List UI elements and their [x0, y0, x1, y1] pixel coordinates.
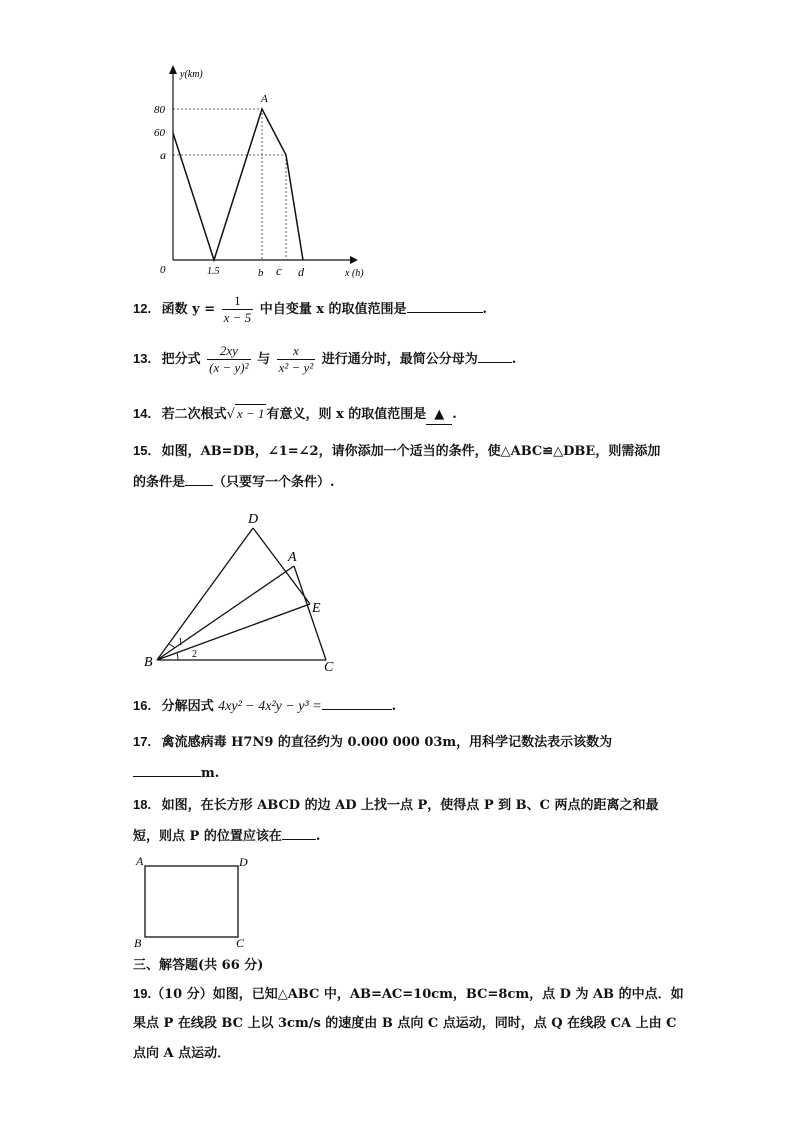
- vertex-e-label: E: [312, 601, 321, 616]
- q13-text-before: 把分式: [161, 352, 201, 367]
- q19-line3: 点向 A 点运动．: [133, 1046, 231, 1061]
- q15-line2-before: 的条件是: [133, 475, 186, 490]
- q15-line1: 如图，AB=DB，∠1=∠2，请你添加一个适当的条件，使△ABC≌△DBE，则需添加: [161, 444, 661, 459]
- distance-line: [173, 109, 303, 260]
- question-number: 17.: [133, 734, 152, 749]
- y-tick-60: 60: [154, 127, 165, 139]
- q17-line1: 禽流感病毒 H7N9 的直径约为 0.000 000 03m，用科学记数法表示该数为: [161, 735, 613, 750]
- answer-blank[interactable]: [185, 473, 213, 486]
- vertex-a-label: A: [288, 550, 297, 565]
- fraction-denominator: x² − y²: [278, 360, 314, 375]
- origin-label: 0: [160, 264, 166, 276]
- fraction-numerator: 2xy: [219, 343, 238, 358]
- answer-blank[interactable]: [322, 697, 392, 710]
- question-number: 14.: [133, 406, 152, 421]
- q12-text-after: 中自变量 x 的取值范围是: [259, 302, 407, 317]
- q18-line1: 如图，在长方形 ABCD 的边 AD 上找一点 P，使得点 P 到 B、C 两点的距离之和最: [161, 798, 659, 813]
- fraction-denominator: (x − y)²: [209, 360, 249, 375]
- q16-text-before: 分解因式: [161, 699, 214, 714]
- question-number: 13.: [133, 351, 152, 366]
- answer-blank[interactable]: [407, 300, 483, 313]
- q13-mid: 与: [257, 352, 271, 367]
- distance-time-graph: [140, 60, 390, 285]
- radicand: x − 1: [236, 406, 265, 421]
- q16-end: .: [391, 699, 397, 714]
- answer-marker[interactable]: [426, 406, 452, 425]
- q14-text-after: 有意义，则 x 的取值范围是: [266, 407, 427, 422]
- vertex-b-label: B: [134, 936, 142, 950]
- question-17-line-1: [133, 733, 612, 752]
- question-19-line-2: [133, 1015, 676, 1033]
- x-tick-c: c: [276, 263, 282, 278]
- x-tick-b: b: [258, 267, 264, 279]
- q19-line2: 果点 P 在线段 BC 上以 3cm/s 的速度由 B 点向 C 点运动，同时，点 Q 在线段 CA 上由 C: [133, 1016, 677, 1031]
- question-15-line-2: [133, 473, 335, 492]
- q12-text-before: 函数 y =: [161, 302, 216, 317]
- vertex-d-label: D: [248, 512, 259, 527]
- x-axis-label: x (h): [345, 268, 364, 279]
- answer-blank[interactable]: [282, 827, 316, 840]
- question-12: [133, 293, 487, 326]
- q13-end: .: [511, 352, 517, 367]
- q12-end: .: [482, 302, 488, 317]
- triangle-marker-icon: ▲: [434, 407, 445, 422]
- q14-text-before: 若二次根式: [161, 407, 227, 422]
- question-number: 15.: [133, 443, 152, 458]
- question-16: [133, 697, 396, 716]
- q19-line1: （10 分）如图，已知△ABC 中，AB=AC=10cm，BC=8cm，点 D 为 AB 的中点．如: [151, 987, 684, 1002]
- q18-line2-before: 短，则点 P 的位置应该在: [133, 829, 282, 844]
- question-15-line-1: [133, 442, 660, 461]
- fraction-denominator: x − 5: [223, 310, 252, 325]
- question-number: 12.: [133, 301, 152, 316]
- question-13: [133, 343, 516, 376]
- question-18-line-2: [133, 827, 320, 846]
- y-tick-80: 80: [154, 104, 165, 116]
- q18-end: .: [315, 829, 321, 844]
- q12-fraction: [222, 293, 254, 326]
- question-14: [133, 404, 457, 425]
- x-tick-1-5: 1.5: [207, 266, 220, 277]
- section-title: 三、解答题(共 66 分): [133, 958, 264, 973]
- question-number: 18.: [133, 797, 152, 812]
- question-19-line-1: [133, 985, 684, 1004]
- y-tick-a: a: [160, 148, 166, 162]
- q13-fraction-1: [207, 343, 250, 376]
- vertex-c-label: C: [236, 936, 245, 950]
- vertex-a-label: A: [136, 854, 144, 868]
- vertex-b-label: B: [144, 655, 153, 670]
- point-a-label: A: [261, 93, 268, 105]
- rectangle-figure: [130, 852, 260, 952]
- answer-blank[interactable]: [478, 350, 512, 363]
- x-tick-d: d: [298, 265, 304, 279]
- question-17-line-2: [133, 764, 219, 783]
- triangle-figure: [140, 508, 350, 673]
- vertex-c-label: C: [324, 660, 334, 673]
- q15-line2-after: （只要写一个条件）.: [213, 475, 335, 490]
- question-19-line-3: [133, 1045, 230, 1063]
- q14-end: .: [452, 407, 457, 422]
- fraction-numerator: 1: [234, 293, 241, 308]
- q16-expression: 4xy² − 4x²y − y³ =: [218, 699, 322, 714]
- angle-1-label: 1: [178, 637, 183, 648]
- y-axis-label: y(km): [180, 69, 203, 80]
- q13-text-after: 进行通分时，最简公分母为: [321, 352, 478, 367]
- question-number: 19.: [133, 986, 152, 1001]
- fraction-numerator: x: [293, 343, 299, 358]
- sqrt-sign: √: [226, 407, 235, 422]
- vertex-d-label: D: [239, 855, 248, 869]
- angle-2-label: 2: [192, 649, 197, 660]
- question-18-line-1: [133, 796, 659, 815]
- q17-line2-after: m.: [201, 766, 220, 781]
- q13-fraction-2: [277, 343, 316, 376]
- question-number: 16.: [133, 698, 152, 713]
- answer-blank[interactable]: [133, 764, 201, 777]
